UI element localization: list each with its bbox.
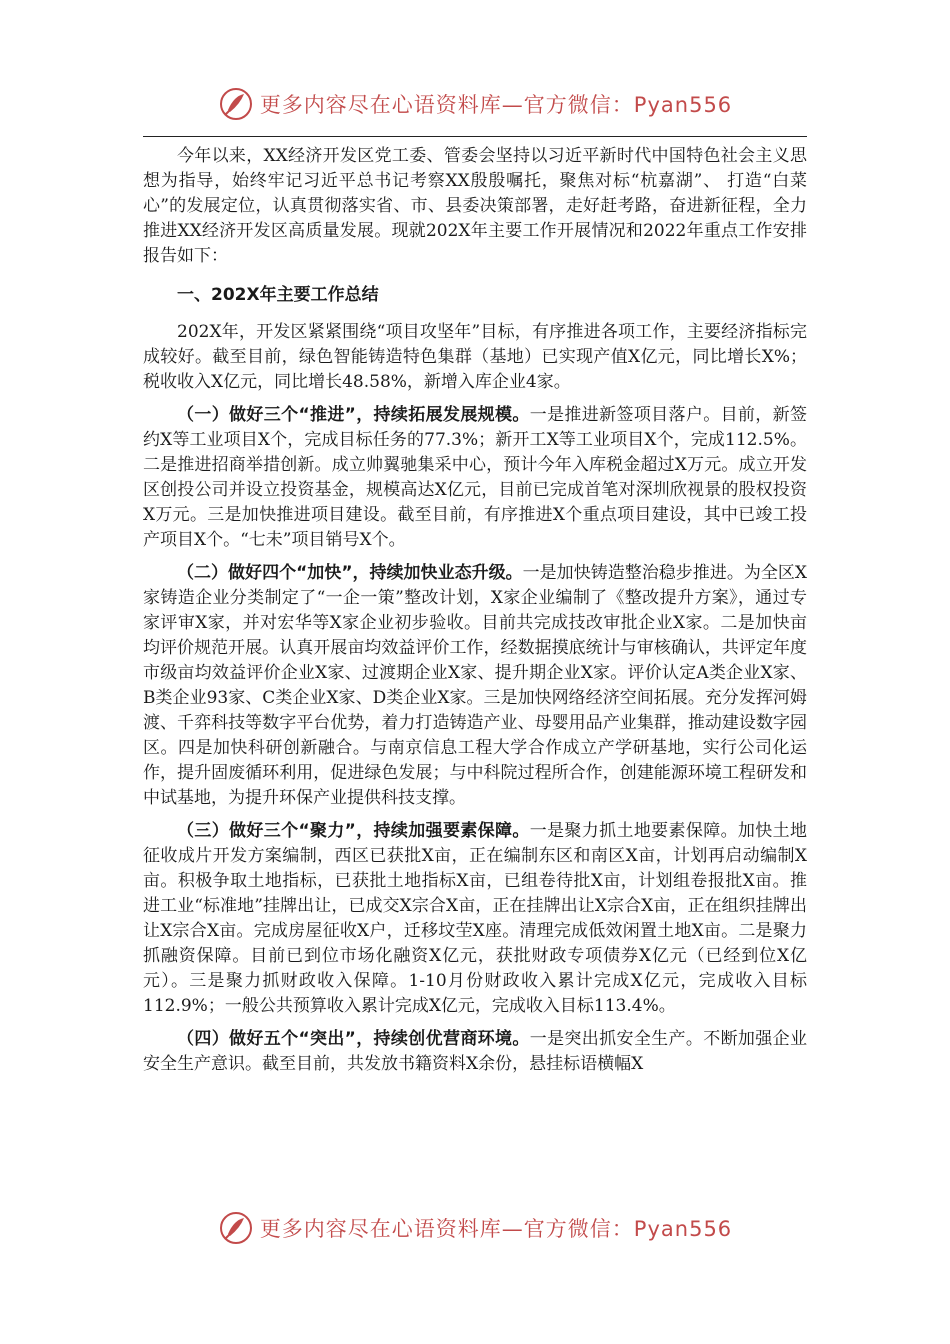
section-heading: 一、202X年主要工作总结 (177, 285, 379, 305)
header-banner (0, 84, 950, 124)
summary-paragraph: 202X年，开发区紧紧围绕“项目攻坚年”目标，有序推进各项工作，主要经济指标完成较好。截至目前，绿色智能铸造特色集群（基地）已实现产值X亿元，同比增长X%；税收收入X亿元，同比增长48.58%，新增入库企业4家。 (143, 322, 807, 392)
footer-banner (0, 1208, 950, 1248)
item-body-1: 一是推进新签项目落户。目前，新签约X等工业项目X个，完成目标任务的77.3%；新开工X等工业项目X个，完成112.5%。二是推进招商举措创新。成立帅翼驰集采中心，预计今年入库税金超过X万元。成立开发区创投公司并设立投资基金，规模高达X亿元，目前已完成首笔对深圳欣视景的股权投资X万元。三是加快推进项目建设。截至目前，有序推进X个重点项目建设，其中已竣工投产项目X个。“七未”项目销号X个。 (143, 405, 807, 550)
item-lead-1: （一）做好三个“推进”，持续拓展发展规模。 (177, 405, 530, 425)
footer-banner-text: 更多内容尽在心语资料库—官方微信：Pyan556 (259, 1217, 733, 1241)
item-lead-3: （三）做好三个“聚力”，持续加强要素保障。 (177, 821, 530, 841)
item-lead-2: （二）做好四个“加快”，持续加快业态升级。 (177, 563, 523, 583)
header-divider (143, 136, 807, 137)
item-lead-4: （四）做好五个“突出”，持续创优营商环境。 (177, 1029, 530, 1049)
item-paragraph-2 (143, 561, 807, 811)
item-paragraph-3 (143, 819, 807, 1019)
item-body-4: 一是突出抓安全生产。不断加强企业安全生产意识。截至目前，共发放书籍资料X余份，悬挂标语横幅X (143, 1029, 807, 1074)
header-banner-text: 更多内容尽在心语资料库—官方微信：Pyan556 (259, 93, 733, 117)
item-paragraph-1 (143, 403, 807, 553)
pen-scroll-logo-icon (218, 1210, 254, 1246)
document-body (143, 144, 807, 1085)
item-body-3: 一是聚力抓土地要素保障。加快土地征收成片开发方案编制，西区已获批X亩，正在编制东区和南区X亩，计划再启动编制X亩。积极争取土地指标，已获批土地指标X亩，已组卷待批X亩，计划组卷报批X亩。推进工业“标准地”挂牌出让，已成交X宗合X亩，正在挂牌出让X宗合X亩，正在组织挂牌出让X宗合X亩。完成房屋征收X户，迁移坟茔X座。清理完成低效闲置土地X亩。二是聚力抓融资保障。目前已到位市场化融资X亿元，获批财政专项债券X亿元（已经到位X亿元）。三是聚力抓财政收入保障。1-10月份财政收入累计完成X亿元，完成收入目标112.9%；一般公共预算收入累计完成X亿元，完成收入目标113.4%。 (143, 821, 807, 1016)
item-body-2: 一是加快铸造整治稳步推进。为全区X家铸造企业分类制定了“一企一策”整改计划，X家企业编制了《整改提升方案》，通过专家评审X家，并对宏华等X家企业初步验收。目前共完成技改审批企业X家。二是加快亩均评价规范开展。认真开展亩均效益评价工作，经数据摸底统计与审核确认，共评定年度市级亩均效益评价企业X家、过渡期企业X家、提升期企业X家。评价认定A类企业X家、B类企业93家、C类企业X家、D类企业X家。三是加快网络经济空间拓展。充分发挥河姆渡、千弈科技等数字平台优势，着力打造铸造产业、母婴用品产业集群，推动建设数字园区。四是加快科研创新融合。与南京信息工程大学合作成立产学研基地，实行公司化运作，提升固废循环利用，促进绿色发展；与中科院过程所合作，创建能源环境工程研发和中试基地，为提升环保产业提供科技支撑。 (143, 563, 807, 808)
pen-scroll-logo-icon (218, 86, 254, 122)
item-paragraph-4 (143, 1027, 807, 1077)
intro-paragraph: 今年以来，XX经济开发区党工委、管委会坚持以习近平新时代中国特色社会主义思想为指导，始终牢记习近平总书记考察XX殷殷嘱托，聚焦对标“杭嘉湖”、 打造“白菜心”的发展定位，认真贯彻落实省、市、县委决策部署，走好赶考路，奋进新征程，全力推进XX经济开发区高质量发展。现就202X年主要工作开展情况和2022年重点工作安排报告如下： (143, 146, 807, 266)
